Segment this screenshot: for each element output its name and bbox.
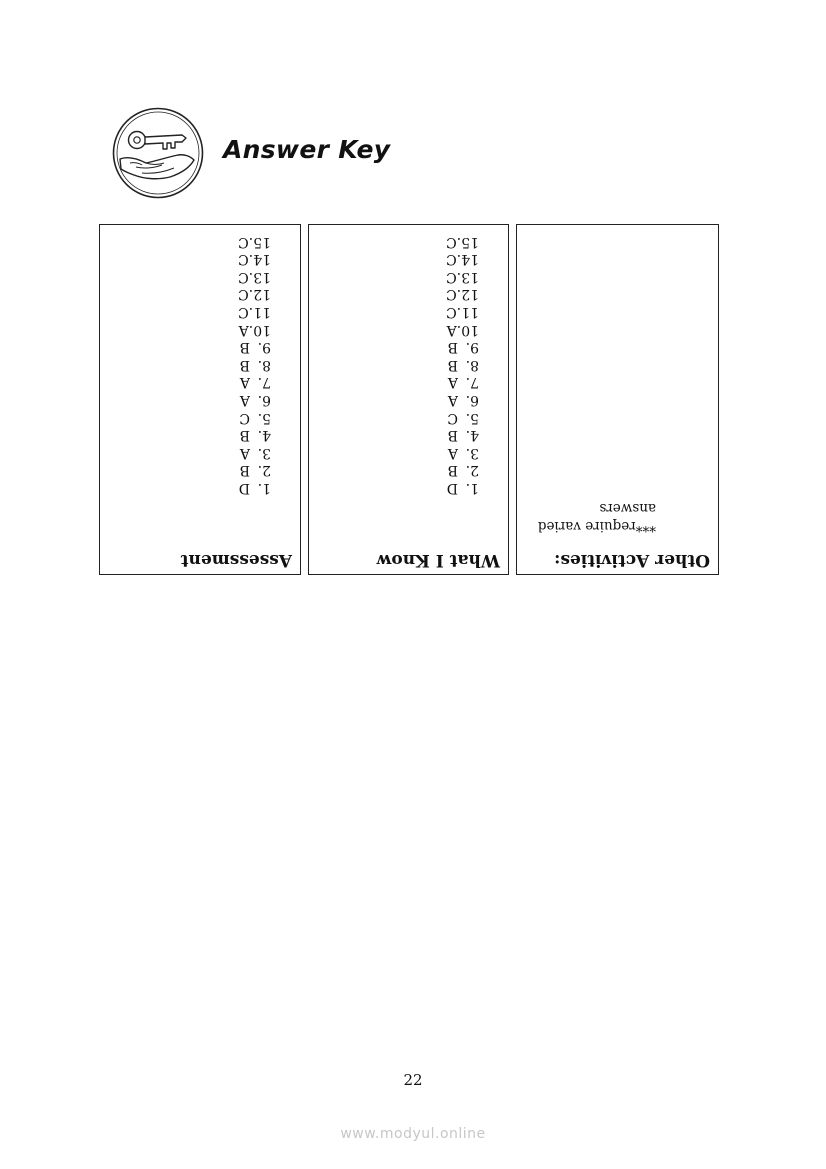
list-item: 1. D <box>446 480 479 496</box>
list-item: 4. B <box>447 427 479 444</box>
list-item: 5. C <box>239 409 271 426</box>
page-title: Answer Key <box>223 135 391 164</box>
other-activities-panel <box>516 224 719 575</box>
list-item: 15. C <box>446 233 479 250</box>
list-item: 2. B <box>447 462 479 479</box>
list-item: 3. A <box>447 444 479 461</box>
what-i-know-answer-list <box>446 232 479 496</box>
list-item: 9. B <box>447 339 479 356</box>
list-item: 7. A <box>447 374 479 391</box>
list-item: 12. C <box>238 286 271 303</box>
list-item: 6. A <box>239 392 271 409</box>
list-item: 13. C <box>238 268 271 285</box>
list-item: 12. C <box>446 286 479 303</box>
list-item: 4. B <box>239 427 271 444</box>
list-item: 2. B <box>239 462 271 479</box>
page-number: 22 <box>403 1071 423 1089</box>
other-activities-note: ***require varied answers <box>537 500 656 534</box>
what-i-know-content <box>309 225 508 574</box>
list-item: 14. C <box>238 251 271 268</box>
list-item: 6. A <box>447 392 479 409</box>
assessment-content <box>100 225 300 574</box>
list-item: 9. B <box>239 339 271 356</box>
assessment-answer-list <box>238 232 271 496</box>
footer-watermark: www.modyul.online <box>340 1126 486 1142</box>
list-item: 10. A <box>446 321 479 338</box>
what-i-know-heading: What I Know <box>376 550 500 570</box>
list-item: 8. B <box>239 356 271 373</box>
list-item: 5. C <box>447 409 479 426</box>
list-item: 13. C <box>446 268 479 285</box>
list-item: 11. C <box>238 304 271 321</box>
list-item: 7. A <box>239 374 271 391</box>
other-activities-content <box>517 225 718 574</box>
list-item: 15. C <box>238 233 271 250</box>
assessment-heading: Assessment <box>180 550 292 570</box>
key-in-hand-icon <box>112 107 204 199</box>
list-item: 3. A <box>239 444 271 461</box>
list-item: 14. C <box>446 251 479 268</box>
list-item: 10. A <box>238 321 271 338</box>
assessment-panel <box>99 224 301 575</box>
other-activities-heading: Other Activities: <box>554 550 710 570</box>
list-item: 1. D <box>238 480 271 496</box>
list-item: 11. C <box>446 304 479 321</box>
list-item: 8. B <box>447 356 479 373</box>
what-i-know-panel <box>308 224 509 575</box>
